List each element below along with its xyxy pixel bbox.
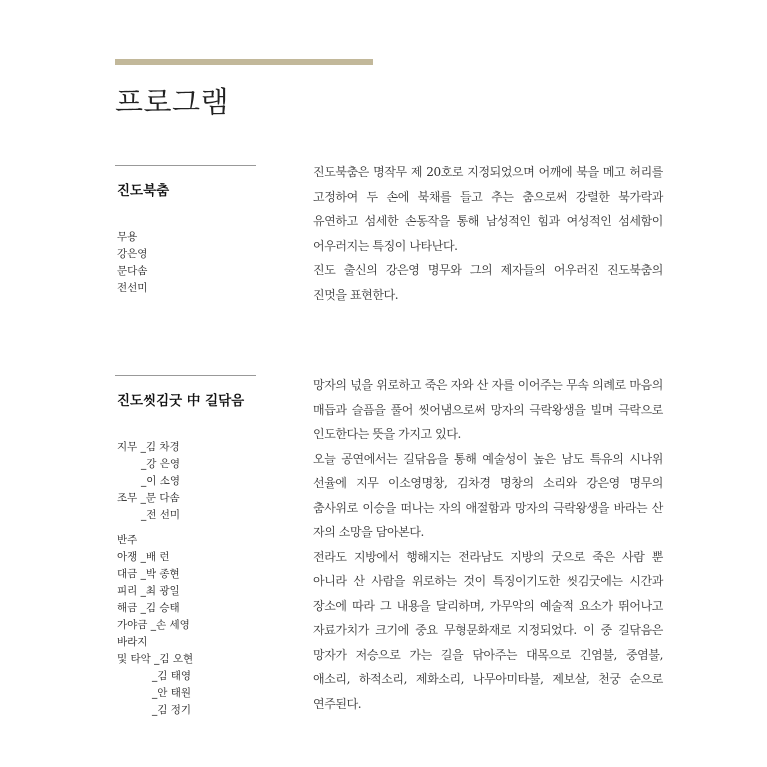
description-paragraph: 전라도 지방에서 행해지는 전라남도 지방의 굿으로 죽은 사람 뿐 아니라 산 사람을 위로하는 것이 특징이기도한 씻김굿에는 시간과 장소에 따라 그 내용을 달리하며, 가무악의 예술적 요소가 뛰어나고 자료가치가 크기에 중요 무형문화재로 지정되었다. 이 중 길닦음은 망자가 저승으로 가는 길을 닦아주는 대목으로 긴염불, 중염불, 애소리, 하적소리, 제화소리, 나무아미타불, 제보살, 천궁 순으로 연주된다.	[313, 549, 663, 711]
credit-line: _이 소영	[141, 475, 181, 487]
credit-line: 가야금 _손 세영	[117, 619, 190, 631]
credit-line: _안 태원	[152, 687, 192, 699]
credit-line: 아쟁 _배 런	[117, 551, 170, 563]
performer-credits	[117, 229, 147, 297]
description-paragraph: 진도 출신의 강은영 명무와 그의 제자들의 어우러진 진도북춤의 진멋을 표현한다.	[313, 263, 663, 302]
credit-line: _강 은영	[141, 458, 181, 470]
section-title: 진도씻김굿 中 길닦음	[117, 393, 245, 409]
credit-line: 피리 _최 광일	[117, 585, 180, 597]
credit-line: _김 태영	[152, 670, 192, 682]
description-paragraph: 망자의 넋을 위로하고 죽은 자와 산 자를 이어주는 무속 의례로 마음의 매듭과 슬픔을 풀어 씻어냄으로써 망자의 극락왕생을 빌며 극락으로 인도한다는 뜻을 가지고 있다.	[313, 378, 663, 441]
credit-line: 지무 _김 차경	[117, 441, 180, 453]
section-rule	[115, 165, 256, 166]
credit-line: 무용	[117, 231, 138, 243]
credit-line: _전 선미	[141, 509, 181, 521]
description-paragraph: 진도북춤은 명작무 제 20호로 지정되었으며 어깨에 북을 메고 허리를 고정하여 두 손에 북채를 들고 추는 춤으로써 강렬한 북가락과 유연하고 섬세한 손동작을 통해 남성적인 힘과 여성적인 섬세함이 어우러지는 특징이 나타난다.	[313, 165, 663, 253]
section-description	[313, 373, 663, 716]
description-paragraph: 오늘 공연에서는 길닦음을 통해 예술성이 높은 남도 특유의 시나위 선율에 지무 이소영명창, 김차경 명창의 소리와 강은영 명무의 춤사위로 이승을 떠나는 자의 애절함과 망자의 극락왕생을 바라는 산 자의 소망을 담아본다.	[313, 451, 663, 539]
page-title: 프로그램	[115, 85, 230, 119]
section-title: 진도북춤	[117, 183, 170, 199]
credit-line: 문다솜	[117, 265, 148, 277]
credit-line: 대금 _박 종현	[117, 568, 180, 580]
credit-line: 반주	[117, 534, 138, 546]
credit-line: _김 정기	[152, 704, 192, 716]
credit-line: 전선미	[117, 282, 148, 294]
section-rule	[115, 375, 256, 376]
credit-line: 및 타악 _김 오현	[117, 653, 194, 665]
credit-line: 바라지	[117, 636, 148, 648]
accent-bar	[115, 59, 373, 65]
credit-line: 조무 _문 다솜	[117, 492, 180, 504]
performer-credits	[117, 439, 193, 719]
credit-line: 해금 _김 승태	[117, 602, 180, 614]
credit-line: 강은영	[117, 248, 148, 260]
section-description	[313, 160, 663, 307]
